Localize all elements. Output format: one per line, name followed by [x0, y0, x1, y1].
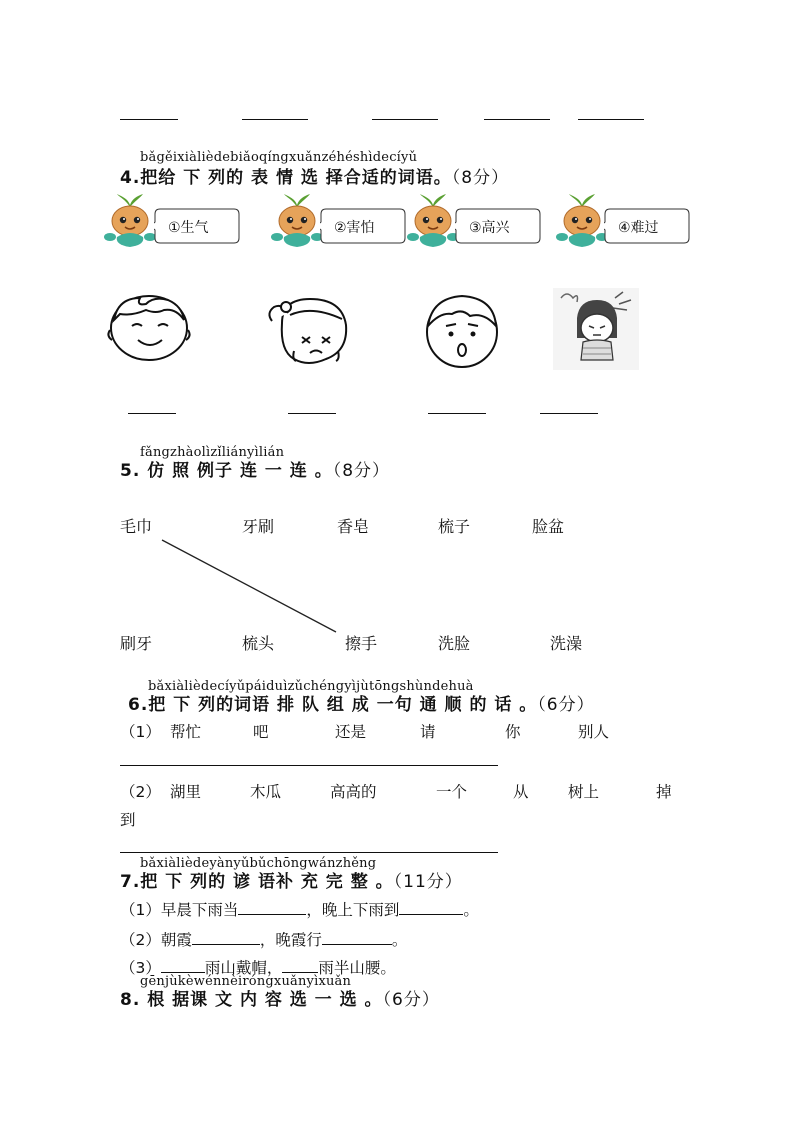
proverb-line	[120, 928, 407, 950]
q7-pinyin: bǎxiàlièdeyànyǔbǔchōngwánzhěng	[140, 856, 377, 871]
q6-word: 从	[513, 783, 529, 801]
answer-blank[interactable]	[322, 930, 392, 945]
proverb-line	[120, 898, 479, 920]
q8-title	[120, 985, 440, 1010]
q6-word: 你	[505, 723, 521, 741]
q6-word: 掉	[656, 783, 672, 801]
proverb-text: （3）	[120, 959, 161, 977]
option-label: ①生气	[168, 220, 209, 236]
match-word-top[interactable]: 香皂	[337, 517, 370, 536]
q8-points: （6分）	[382, 990, 440, 1010]
q8-title-text: 8. 根 据课 文 内 容 选 一 选 。	[120, 990, 383, 1010]
match-word-bottom[interactable]: 洗脸	[438, 634, 471, 653]
answer-line[interactable]	[120, 852, 498, 853]
q5-title-text: 5. 仿 照 例子 连 一 连 。	[120, 461, 333, 481]
answer-line[interactable]	[120, 765, 498, 766]
proverb-text: （2）朝霞	[120, 931, 192, 949]
q5-points: （8分）	[332, 461, 391, 481]
q6-word: 湖里	[170, 783, 202, 801]
proverb-text: 。	[463, 901, 479, 919]
q4-title-text: 4.把给 下 列的 表 情 选 择合适的词语。	[120, 168, 452, 188]
proverb-text: 。	[391, 931, 408, 949]
proverb-text: 雨山戴帽，	[204, 959, 283, 977]
q6-word-wrap: 到	[120, 811, 136, 829]
q6-word: 高高的	[330, 783, 377, 801]
q6-word: 还是	[335, 723, 367, 741]
q6-word: 一个	[436, 783, 468, 801]
answer-blank[interactable]	[399, 900, 463, 915]
proverb-text: 雨半山腰。	[318, 959, 396, 977]
q6-word: 帮忙	[170, 723, 202, 741]
proverb-text: ，晚上下雨到	[306, 901, 400, 919]
proverb-text: （1）早晨下雨当	[120, 901, 239, 919]
match-word-top[interactable]: 脸盆	[532, 517, 565, 536]
match-word-bottom[interactable]: 洗澡	[550, 634, 583, 653]
q7-points: （11分）	[393, 872, 463, 892]
q6-word: 木瓜	[250, 783, 282, 801]
q8-pinyin: gēnjùkèwénnèiróngxuǎnyìxuǎn	[140, 974, 352, 989]
q7-title-text: 7.把 下 列的 谚 语补 充 完 整 。	[120, 872, 394, 892]
q4-pinyin: bǎgěixiàlièdebiǎoqíngxuǎnzéhéshìdecíyǔ	[140, 150, 418, 165]
q5-pinyin: fǎngzhàolìzǐliányìlián	[140, 445, 285, 460]
proverb-text: ，晚霞行	[259, 931, 322, 949]
match-word-top[interactable]: 梳子	[438, 517, 471, 536]
q6-pinyin: bǎxiàlièdecíyǔpáiduìzǔchéngyìjùtōngshùndehuà	[148, 679, 474, 694]
answer-blank[interactable]	[238, 900, 306, 915]
q6-title-text: 6.把 下 列的词语 排 队 组 成 一句 通 顺 的 话 。	[128, 695, 538, 715]
answer-blank[interactable]	[161, 958, 205, 973]
q6-item2-label: （2）	[120, 783, 161, 801]
q6-points: （6分）	[537, 695, 595, 715]
option-label: ②害怕	[334, 220, 375, 236]
q6-title	[128, 690, 595, 715]
q7-title	[120, 867, 463, 892]
q6-word: 别人	[578, 723, 610, 741]
match-word-bottom[interactable]: 擦手	[345, 634, 378, 653]
q6-word: 吧	[253, 723, 269, 741]
match-word-bottom[interactable]: 刷牙	[120, 634, 153, 653]
answer-blank[interactable]	[282, 958, 318, 973]
q6-word: 树上	[568, 783, 600, 801]
answer-blank[interactable]	[192, 930, 260, 945]
q4-points: （8分）	[451, 168, 510, 188]
match-word-bottom[interactable]: 梳头	[242, 634, 275, 653]
match-word-top[interactable]: 毛巾	[120, 517, 153, 536]
q6-word: 请	[420, 723, 436, 741]
match-word-top[interactable]: 牙刷	[242, 517, 275, 536]
option-label: ③高兴	[469, 220, 510, 236]
option-label: ④难过	[618, 220, 659, 236]
q6-item1-label: （1）	[120, 723, 161, 741]
